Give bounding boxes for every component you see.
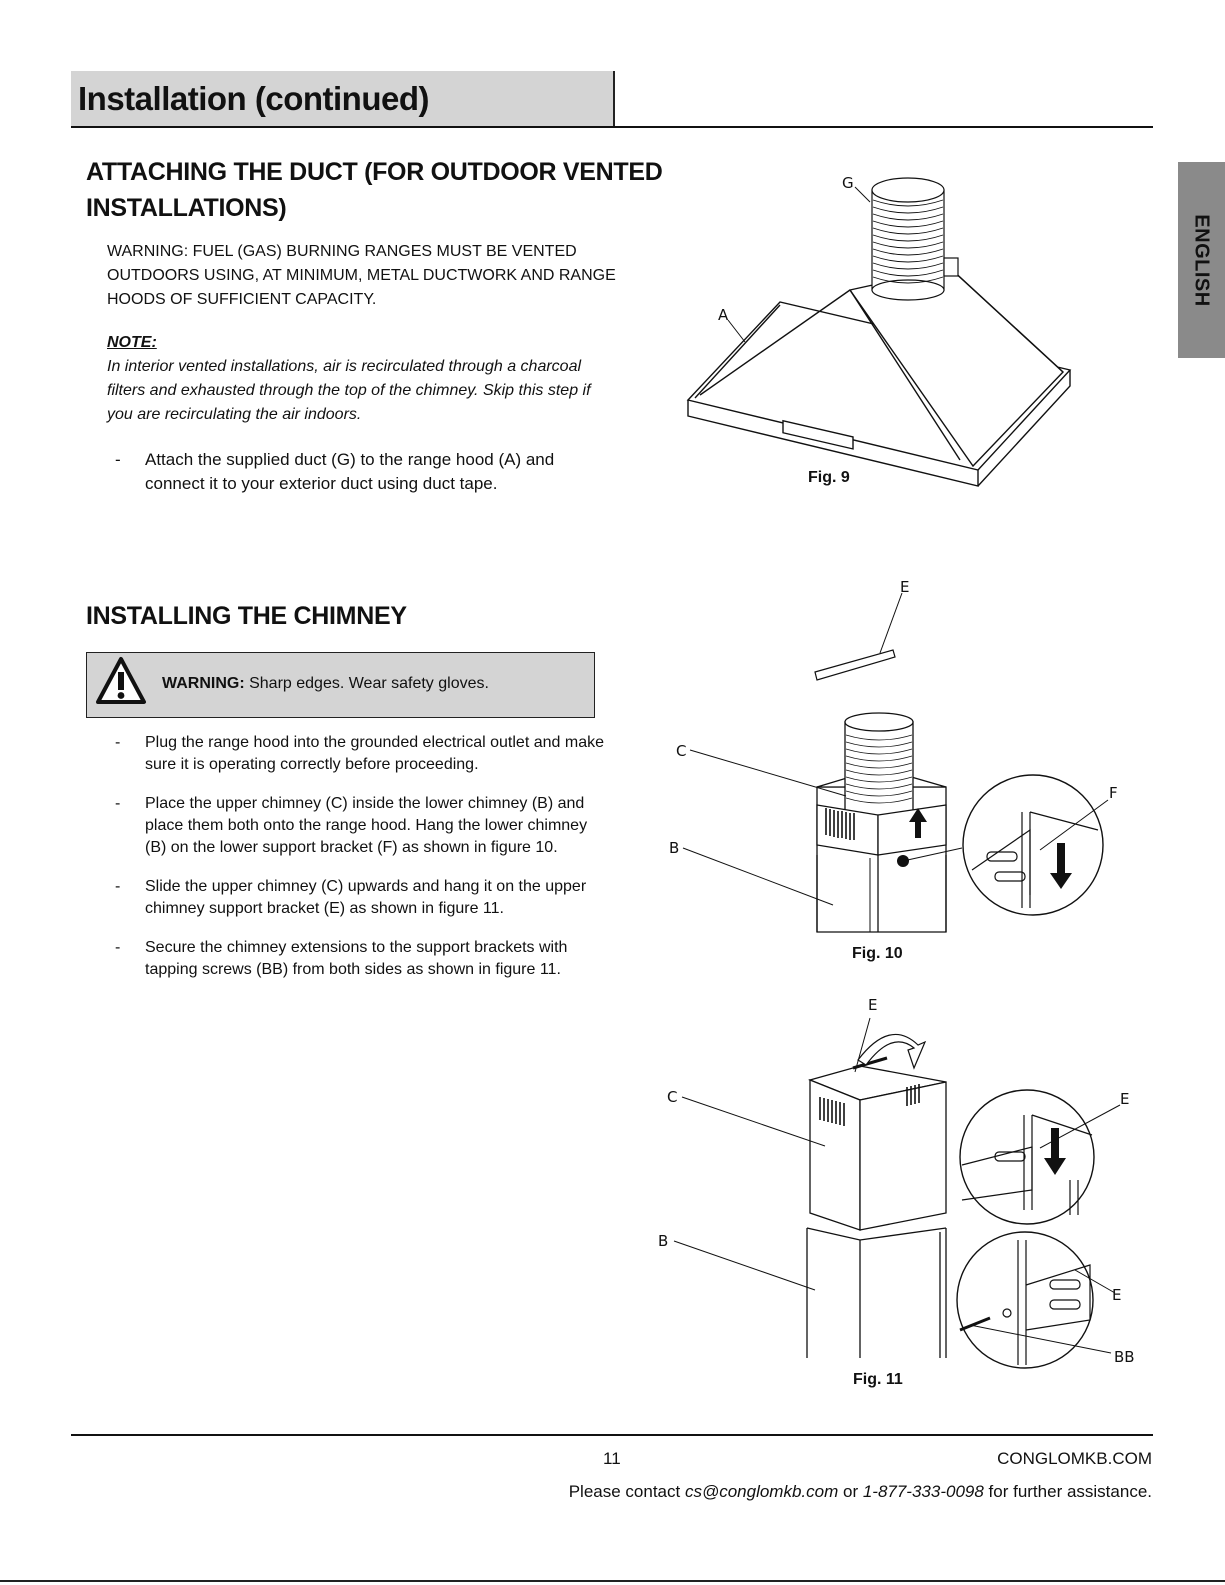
contact-prefix: Please contact	[568, 1482, 685, 1501]
note-line: you are recirculating the air indoors.	[107, 406, 362, 423]
fig10-label-c: C	[676, 742, 687, 760]
fig9-label-g: G	[842, 174, 854, 192]
contact-or: or	[838, 1482, 863, 1501]
duct-warning-line: OUTDOORS USING, AT MINIMUM, METAL DUCTWORK AND RANGE	[107, 267, 616, 284]
contact-email[interactable]: cs@conglomkb.com	[684, 1482, 839, 1501]
chimney-step-line: chimney support bracket (E) as shown in figure 11.	[145, 900, 504, 917]
fig11-label-bb: BB	[1114, 1348, 1135, 1366]
fig11-caption: Fig. 11	[853, 1371, 903, 1388]
fig11-label-b: B	[658, 1232, 669, 1250]
chimney-step-line: Secure the chimney extensions to the support brackets with	[145, 939, 568, 956]
site-url: CONGLOMKB.COM	[997, 1449, 1152, 1468]
fig11-label-e-top: E	[868, 996, 878, 1014]
contact-suffix: for further assistance.	[983, 1482, 1152, 1501]
contact-line	[569, 1482, 1152, 1502]
page-number: 11	[603, 1449, 621, 1468]
fig10-label-b: B	[669, 839, 680, 857]
note-line: filters and exhausted through the top of the chimney. Skip this step if	[107, 382, 591, 399]
fig9-label-a: A	[718, 306, 729, 324]
duct-warning-line: HOODS OF SUFFICIENT CAPACITY.	[107, 291, 377, 308]
fig11-label-e-detail2: E	[1112, 1286, 1122, 1304]
chimney-step-line: Slide the upper chimney (C) upwards and hang it on the upper	[145, 878, 587, 895]
contact-phone[interactable]: 1-877-333-0098	[862, 1482, 984, 1501]
note-line: In interior vented installations, air is recirculated through a charcoal	[107, 358, 582, 375]
fig9-caption: Fig. 9	[808, 469, 850, 486]
fig10-label-f: F	[1109, 784, 1118, 802]
language-tab-text: ENGLISH	[1191, 213, 1213, 307]
duct-step-line: connect it to your exterior duct using duct tape.	[145, 474, 498, 493]
duct-heading-line2: INSTALLATIONS)	[86, 194, 287, 222]
warning-message: Sharp edges. Wear safety gloves.	[244, 675, 489, 692]
chimney-step-line: tapping screws (BB) from both sides as shown in figure 11.	[145, 961, 561, 978]
duct-step-line: Attach the supplied duct (G) to the range hood (A) and	[145, 450, 555, 469]
chimney-step-line: Place the upper chimney (C) inside the lower chimney (B) and	[145, 795, 585, 812]
footer-rule	[71, 1434, 1153, 1436]
warning-label: WARNING:	[162, 675, 245, 692]
chimney-step-line: Plug the range hood into the grounded electrical outlet and make	[145, 734, 604, 751]
page-bottom-rule	[0, 1580, 1225, 1582]
fig10-caption: Fig. 10	[852, 945, 903, 962]
chimney-step-line: place them both onto the range hood. Hang the lower chimney	[145, 817, 588, 834]
chimney-step-line: (B) on the lower support bracket (F) as shown in figure 10.	[145, 839, 558, 856]
chimney-heading: INSTALLING THE CHIMNEY	[86, 602, 407, 630]
fig10-label-e: E	[900, 578, 910, 596]
fig11-label-e-detail1: E	[1120, 1090, 1130, 1108]
duct-heading-line1: ATTACHING THE DUCT (FOR OUTDOOR VENTED	[86, 158, 663, 186]
fig11-label-c: C	[667, 1088, 678, 1106]
page-title: Installation (continued)	[78, 80, 429, 117]
duct-warning-line: WARNING: FUEL (GAS) BURNING RANGES MUST BE VENTED	[107, 243, 577, 260]
note-label: NOTE:	[107, 334, 157, 351]
chimney-step-line: sure it is operating correctly before proceeding.	[145, 756, 479, 773]
